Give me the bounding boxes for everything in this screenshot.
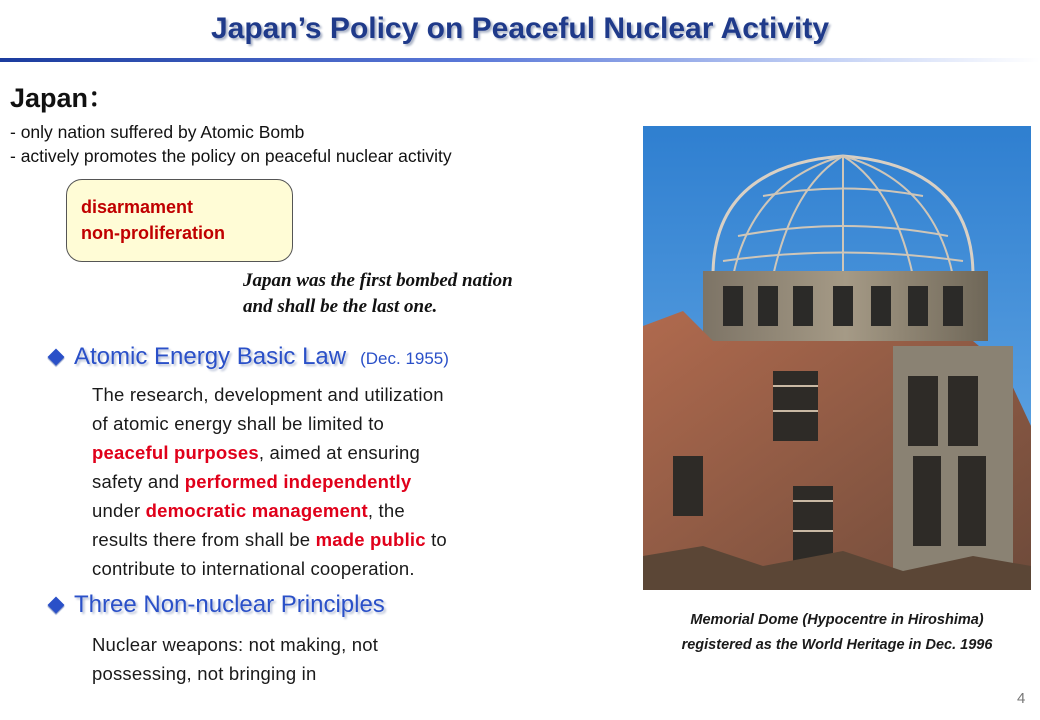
quote-line: Japan was the first bombed nation (243, 270, 513, 291)
quote-line: and shall be the last one. (243, 296, 438, 317)
keyword-box (66, 179, 293, 262)
page-number: 4 (1017, 690, 1026, 707)
photo-caption (643, 608, 1031, 658)
keyword-disarmament: disarmament (81, 197, 194, 217)
highlight-text: performed independently (184, 471, 412, 492)
highlight-text: peaceful purposes (92, 442, 259, 463)
body-line (92, 409, 447, 438)
body-line: possessing, not bringing in (92, 663, 317, 684)
memorial-dome-photo (643, 126, 1031, 590)
section-atomic-energy-heading (50, 343, 449, 371)
section-non-nuclear-body (92, 630, 378, 688)
body-line (92, 380, 447, 409)
diamond-bullet-icon (48, 597, 65, 614)
body-text-span: , the (367, 500, 405, 521)
section-title: Three Non-nuclear Principles (74, 591, 385, 618)
body-text-span: results there from shall be (92, 529, 316, 550)
section-non-nuclear-heading (50, 591, 385, 619)
highlight-text: democratic management (145, 500, 368, 521)
body-line (92, 496, 447, 525)
body-text-span: safety and (92, 471, 185, 492)
body-line: Nuclear weapons: not making, not (92, 634, 379, 655)
intro-heading: Japan： (10, 83, 116, 113)
body-text-span: contribute to international cooperation. (92, 558, 415, 579)
body-line (92, 554, 447, 583)
caption-line: Memorial Dome (Hypocentre in Hiroshima) (690, 612, 984, 628)
body-line (92, 438, 447, 467)
body-line (92, 525, 447, 554)
diamond-bullet-icon (48, 349, 65, 366)
body-line (92, 467, 447, 496)
intro-line: - only nation suffered by Atomic Bomb (10, 122, 305, 142)
keyword-non-proliferation: non-proliferation (81, 223, 225, 243)
title-divider (0, 58, 1040, 62)
section-title: Atomic Energy Basic Law (74, 343, 347, 370)
intro-list (10, 120, 452, 168)
caption-line: registered as the World Heritage in Dec. 1996 (681, 637, 993, 653)
body-text-span: of atomic energy shall be limited to (92, 413, 385, 434)
body-text-span: The research, development and utilization (92, 384, 444, 405)
body-text-span: under (92, 500, 146, 521)
quote (243, 268, 513, 320)
body-text-span: , aimed at ensuring (258, 442, 421, 463)
intro-line: - actively promotes the policy on peaceful nuclear activity (10, 146, 452, 166)
body-text-span: to (425, 529, 447, 550)
page-title: Japan’s Policy on Peaceful Nuclear Activity (210, 12, 830, 45)
section-atomic-energy-body (92, 380, 447, 583)
highlight-text: made public (315, 529, 426, 550)
section-date: (Dec. 1955) (360, 349, 449, 368)
